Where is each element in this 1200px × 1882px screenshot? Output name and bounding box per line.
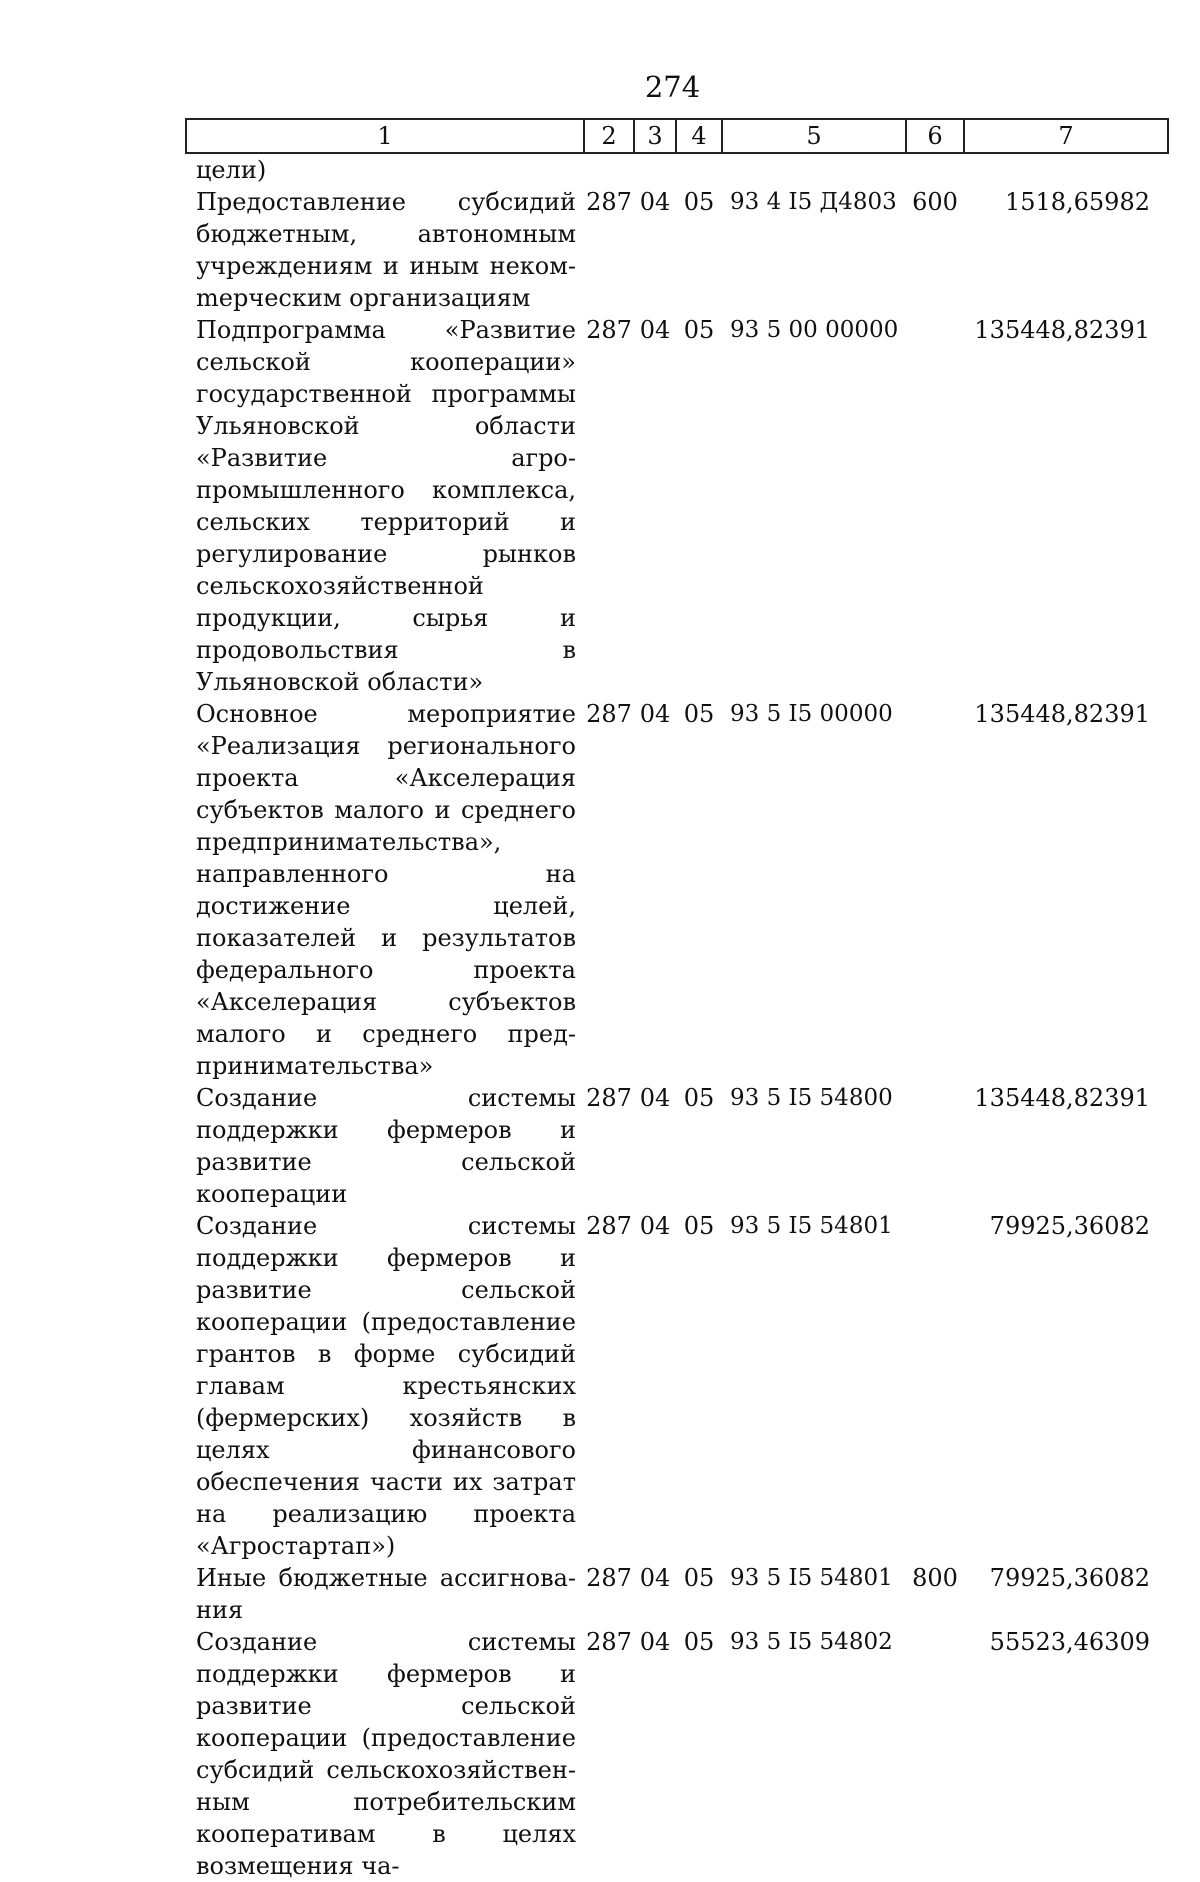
- row-name: Иные бюджетные ассигнования: [196, 1564, 576, 1624]
- row-expense-type: 800: [912, 1564, 958, 1592]
- row-name: Создание системы поддержки фермеров и развитие сельской кооперации (предоставление грантов в форме субсидий главам крестьянских (фермерских) хозяйств в целях финансового обеспечения части их затрат на реализацию проекта «Агростартап»): [196, 1212, 576, 1560]
- header-row: [186, 119, 1168, 153]
- row-amount: 1518,65982: [1004, 188, 1150, 216]
- row-name: Создание системы поддержки фермеров и развитие сельской кооперации (предоставление субсидий сельскохозяйственным потребительским кооперативам в целях возмещения ча-: [196, 1628, 576, 1880]
- row-subsection-code: 05: [683, 1212, 715, 1240]
- page-number: 274: [644, 70, 701, 104]
- row-expense-type: [906, 1210, 964, 1562]
- row-expense-type: [906, 698, 964, 1082]
- row-amount: 135448,82391: [974, 700, 1150, 728]
- row-section-code: 04: [639, 188, 671, 216]
- row-ministry-code: 287: [586, 188, 632, 216]
- table-row: [186, 1626, 1168, 1882]
- row-section-code: 04: [639, 1212, 671, 1240]
- row-expense-type: [906, 1626, 964, 1882]
- row-amount: 135448,82391: [974, 1084, 1150, 1112]
- row-target-article: 93 5 I5 54800: [730, 1085, 893, 1111]
- row-target-article: 93 5 I5 54801: [730, 1213, 893, 1239]
- row-expense-type: [906, 1082, 964, 1210]
- row-subsection-code: 05: [683, 1564, 715, 1592]
- row-subsection-code: 05: [683, 188, 715, 216]
- row-ministry-code: 287: [586, 1628, 632, 1656]
- header-col-5: 5: [722, 119, 906, 153]
- row-subsection-code: 05: [683, 316, 715, 344]
- table-row: [186, 153, 1168, 186]
- table-body: [186, 153, 1168, 1882]
- row-section-code: 04: [639, 700, 671, 728]
- row-amount: 55523,46309: [989, 1628, 1150, 1656]
- row-target-article: 93 5 I5 54801: [730, 1565, 893, 1591]
- row-amount: 79925,36082: [989, 1212, 1150, 1240]
- header-col-3: 3: [634, 119, 676, 153]
- row-subsection-code: 05: [683, 1628, 715, 1656]
- row-section-code: [634, 153, 676, 186]
- row-ministry-code: 287: [586, 1084, 632, 1112]
- row-target-article: 93 4 I5 Д4803: [730, 189, 897, 215]
- row-expense-type: [906, 314, 964, 698]
- row-subsection-code: [676, 153, 722, 186]
- table-row: [186, 1210, 1168, 1562]
- row-ministry-code: 287: [586, 1212, 632, 1240]
- row-subsection-code: 05: [683, 700, 715, 728]
- row-ministry-code: 287: [586, 700, 632, 728]
- row-amount: [964, 153, 1168, 186]
- row-section-code: 04: [639, 316, 671, 344]
- row-name: цели): [196, 156, 267, 184]
- table-row: [186, 1562, 1168, 1626]
- budget-table: [185, 118, 1169, 1882]
- row-ministry-code: 287: [586, 316, 632, 344]
- row-name: Основное мероприятие «Реализация регионального проекта «Акселерация субъектов малого и среднего предпринимательства», направленного на достижение целей, показателей и результатов федерального проекта «Акселерация субъектов малого и среднего предпринимательства»: [196, 700, 576, 1080]
- header-col-6: 6: [906, 119, 964, 153]
- table-row: [186, 186, 1168, 314]
- row-name: Подпрограмма «Развитие сельской кооперации» государственной программы Ульяновской области «Развитие агропромышленного комплекса, сельских территорий и регулирование рынков сельскохозяйственной продукции, сырья и продовольствия в Ульяновской области»: [196, 316, 576, 696]
- row-ministry-code: [584, 153, 634, 186]
- header-col-4: 4: [676, 119, 722, 153]
- row-name: Предоставление субсидий бюджетным, автономным учреждениям и иным некомmерческим организациям: [196, 188, 576, 312]
- row-section-code: 04: [639, 1564, 671, 1592]
- row-target-article: 93 5 I5 54802: [730, 1629, 893, 1655]
- row-target-article: 93 5 I5 00000: [730, 701, 893, 727]
- row-expense-type: 600: [912, 188, 958, 216]
- row-name: Создание системы поддержки фермеров и развитие сельской кооперации: [196, 1084, 576, 1208]
- table-row: [186, 698, 1168, 1082]
- row-amount: 135448,82391: [974, 316, 1150, 344]
- row-section-code: 04: [639, 1084, 671, 1112]
- table-row: [186, 1082, 1168, 1210]
- row-expense-type: [906, 153, 964, 186]
- row-ministry-code: 287: [586, 1564, 632, 1592]
- row-target-article: 93 5 00 00000: [730, 317, 899, 343]
- row-subsection-code: 05: [683, 1084, 715, 1112]
- header-col-7: 7: [964, 119, 1168, 153]
- row-target-article: [722, 153, 906, 186]
- row-amount: 79925,36082: [989, 1564, 1150, 1592]
- table-row: [186, 314, 1168, 698]
- header-col-2: 2: [584, 119, 634, 153]
- header-col-1: 1: [186, 119, 584, 153]
- row-section-code: 04: [639, 1628, 671, 1656]
- table-header: [186, 119, 1168, 153]
